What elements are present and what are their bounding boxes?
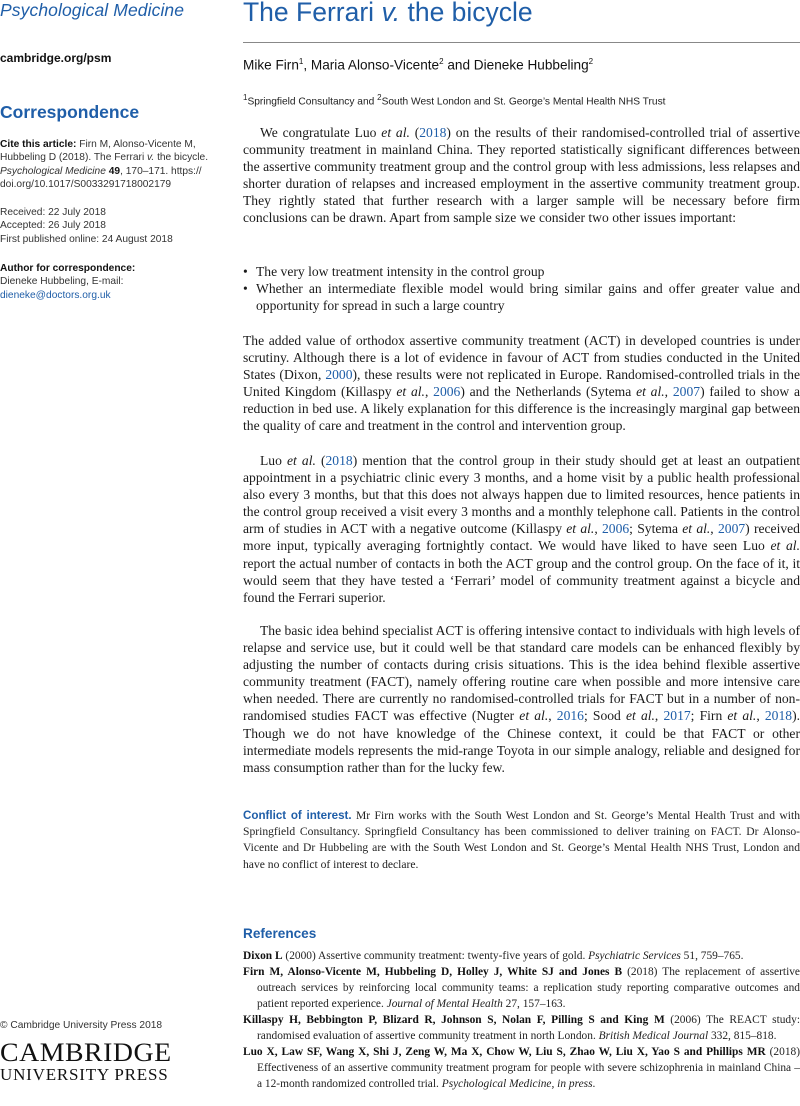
p4-text: ,: [548, 708, 557, 724]
ref-pages: , 815–818.: [728, 1029, 777, 1042]
p4-etal: et al.: [625, 708, 655, 724]
first-published-date: First published online: 24 August 2018: [0, 233, 173, 245]
p4-etal: et al.: [519, 708, 549, 724]
citation-link[interactable]: 2000: [325, 367, 353, 383]
citation-link[interactable]: 2007: [672, 384, 701, 400]
p1-text: We congratulate Luo: [260, 125, 382, 140]
p3-text: report the actual number of contacts in both the ACT group and the control group. On the face of it, it would seem that they have tested a ‘Ferrari’ model of community treatment against a bicycle and found the Ferrari superior.: [243, 555, 800, 605]
p3-text: (: [315, 453, 326, 468]
p3-etal: et al.: [682, 521, 711, 537]
title-divider: [243, 42, 800, 43]
ref-authors: Firn M, Alonso-Vicente M, Hubbeling D, Holley J, White SJ and Jones B: [243, 966, 623, 979]
citation-link[interactable]: 2018: [764, 708, 793, 724]
ref-journal: Psychological Medicine, in press: [441, 1077, 593, 1090]
p2-text: ) and the Netherlands (Sytema: [460, 384, 637, 400]
citation-link[interactable]: 2007: [717, 521, 746, 537]
cite-journal: Psychological Medicine: [0, 165, 106, 177]
author-corr-label: Author for correspondence:: [0, 263, 136, 274]
reference-list: [243, 949, 800, 1093]
bullet-text: The very low treatment intensity in the control group: [256, 264, 545, 279]
cite-label: Cite this article:: [0, 139, 77, 150]
p2-text: The added value of orthodox assertive community treatment (ACT) in developed countries is under scrutiny. Although there is a lot of evidence in favour of ACT from studies conducted in the United States (Dixon,: [243, 333, 800, 383]
cite-pages: , 170–171. https://: [120, 165, 202, 177]
affil-1: Springfield Consultancy and: [247, 96, 378, 108]
p4-text: ; Sood: [583, 708, 626, 724]
p3-text: ,: [594, 521, 602, 537]
p4-text: ,: [756, 708, 765, 724]
article-type-heading: Correspondence: [0, 102, 140, 122]
author-2-affil: 2: [439, 57, 444, 66]
p2-etal: et al.: [396, 384, 425, 400]
ref-volume: 27: [502, 997, 518, 1010]
ref-text: (2006) The REACT study: randomised evaluation of assertive community treatment in north London.: [257, 1014, 800, 1042]
p3-text: ,: [710, 521, 718, 537]
author-corr-name: Dieneke Hubbeling, E-mail:: [0, 276, 124, 288]
article-title: [243, 0, 533, 28]
conflict-of-interest: [243, 808, 800, 873]
affil-2: South West London and St. George’s Mental Health NHS Trust: [381, 96, 666, 108]
ref-text: (2018) The replacement of assertive outreach services by reinforcing local community teams: a replication study reporting comparative outcomes and patient reported experience.: [257, 966, 800, 1010]
references-heading: References: [243, 926, 317, 941]
ref-volume: 51: [680, 950, 696, 962]
p3-etal: et al.: [770, 538, 800, 554]
ref-journal: Psychiatric Services: [588, 950, 681, 962]
cambridge-university-press-logo: [0, 1038, 170, 1084]
list-item: [243, 263, 800, 280]
ref-volume: 332: [708, 1029, 729, 1042]
reference-item: [243, 949, 800, 965]
author-1-affil: 1: [298, 57, 304, 66]
journal-name: Psychological Medicine: [0, 0, 185, 20]
ref-journal: British Medical Journal: [598, 1029, 709, 1042]
citation-block: [0, 138, 225, 192]
logo-line-1: CAMBRIDGE: [0, 1037, 172, 1067]
paragraph-2: [243, 332, 800, 435]
affil-1-marker: 1: [243, 93, 248, 102]
p2-text: ,: [424, 384, 434, 400]
ref-authors: Luo X, Law SF, Wang X, Shi J, Zeng W, Ma X, Chow W, Liu S, Zhao W, Liu X, Yao S and Phillips MR: [243, 1046, 766, 1059]
p3-text: ) mention that the control group in their study should get at least an outpatient appointment in a psychiatric clinic every 3 months, and a home visit by a public health professional also every 3 months, but that this does not always happen due to limited resources, hence patients in the control group received a visit every 3 months and a monthly telephone call. Patients in the control arm of studies in ACT with a negative outcome (Killaspy: [243, 453, 800, 537]
sidebar: [0, 0, 232, 1106]
cite-volume: 49: [108, 165, 121, 177]
cite-v: v.: [147, 152, 155, 164]
p3-text: ; Sytema: [629, 521, 683, 537]
article-dates: [0, 206, 173, 246]
citation-link[interactable]: 2017: [663, 708, 691, 724]
p1-etal: et al.: [381, 125, 410, 140]
p2-text: ,: [664, 384, 673, 400]
p3-etal: et al.: [566, 521, 595, 537]
title-part-2: the bicycle: [407, 0, 533, 27]
author-correspondence: [0, 262, 226, 302]
citation-link[interactable]: 2006: [601, 521, 630, 537]
bullet-text: Whether an intermediate flexible model would bring similar gains and offer greater value and opportunity for spread in such a large country: [256, 281, 800, 314]
cite-authors: Firn M, Alonso-Vicente M, Hubbeling D (2018). The Ferrari: [0, 139, 196, 164]
paragraph-4: [243, 622, 800, 776]
paragraph-1: [243, 124, 800, 227]
author-3: and Dieneke Hubbeling: [443, 57, 589, 73]
ref-pages: , 759–765.: [695, 950, 744, 962]
accepted-date: Accepted: 26 July 2018: [0, 220, 106, 232]
p3-etal: et al.: [287, 453, 316, 468]
p3-text: Luo: [260, 453, 287, 468]
bullet-icon: •: [243, 281, 248, 297]
ref-authors: Dixon L: [243, 950, 283, 962]
received-date: Received: 22 July 2018: [0, 207, 106, 218]
p2-etal: et al.: [636, 384, 665, 400]
p1-text: ) on the results of their randomised-controlled trial of assertive community treatment in mainland China. They reported statistically significant differences between the assertive community treatment group and the control group with less admissions, less relapses and shorter duration of relapses and increased employment in the assertive community treatment group. They rightly stated that further research with a larger sample will be necessary before firm conclusions can be drawn. Apart from sample size we consider two other issues important:: [243, 125, 800, 226]
title-v: v.: [381, 0, 401, 27]
ref-text: (2018) Effectiveness of an assertive community treatment program for people with severe schizophrenia in mainland China – a 12-month randomized controlled trial.: [257, 1046, 800, 1090]
coi-label: Conflict of interest.: [243, 809, 352, 822]
reference-item: [243, 1045, 800, 1092]
citation-link[interactable]: 2006: [433, 384, 461, 400]
copyright: © Cambridge University Press 2018: [0, 1020, 163, 1031]
ref-journal: Journal of Mental Health: [386, 997, 503, 1010]
ref-text: (2000) Assertive community treatment: twenty-five years of gold.: [282, 950, 589, 962]
affil-2-marker: 2: [377, 93, 382, 102]
p4-text: ). Though we do not have knowledge of the Chinese context, it could be that FACT or other intermediate models represents the mid-range Toyota in our simple analogy, reliable and designed for mass consumption rather than for the lucky few.: [243, 708, 800, 775]
coi-text: Mr Firn works with the South West London and St. George’s Mental Health Trust and with Springfield Consultancy. Springfield Consultancy has been commissioned to deliver training on FACT. Dr Alonso-Vicente and Dr Hubbeling are with the South West London and St. George’s Mental Health NHS Trust, London and have no conflict of interest to declare.: [243, 809, 800, 871]
cite-doi-link[interactable]: doi.org/10.1017/S0033291718002179: [0, 179, 172, 191]
ref-pages: .: [592, 1077, 596, 1090]
citation-link[interactable]: 2018: [325, 453, 353, 468]
bullet-icon: •: [243, 264, 248, 279]
author-1: Mike Firn: [243, 57, 299, 73]
ref-authors: Killaspy H, Bebbington P, Blizard R, Johnson S, Nolan F, Pilling S and King M: [243, 1014, 665, 1027]
paragraph-3: [243, 452, 800, 606]
ref-pages: , 157–163.: [517, 997, 566, 1010]
p2-text: ) failed to show a reduction in bed use. A likely explanation for this difference is the increasingly marginal gap between the quality of care and treatment in the control and intervention group.: [243, 384, 800, 434]
author-list: [243, 57, 593, 73]
bullet-list: [243, 263, 800, 314]
title-part-1: The Ferrari: [243, 0, 375, 27]
p4-text: ; Firn: [690, 708, 728, 724]
journal-site-link[interactable]: cambridge.org/psm: [0, 51, 112, 65]
author-2: , Maria Alonso-Vicente: [303, 57, 440, 73]
affiliations: [243, 93, 666, 107]
p3-text: ) received more input, typically averaging fortnightly contact. We would have liked to have seen Luo: [243, 521, 800, 554]
author-email-link[interactable]: dieneke@doctors.org.uk: [0, 289, 111, 301]
reference-item: [243, 1013, 800, 1045]
reference-item: [243, 965, 800, 1012]
p4-etal: et al.: [727, 708, 757, 724]
list-item: [243, 280, 800, 314]
logo-line-2: UNIVERSITY PRESS: [0, 1065, 169, 1084]
author-3-affil: 2: [588, 57, 594, 66]
p4-text: ,: [654, 708, 664, 724]
p1-text: (: [409, 125, 420, 140]
citation-link[interactable]: 2016: [556, 708, 584, 724]
cite-title-end: the bicycle.: [157, 152, 209, 164]
citation-link[interactable]: 2018: [419, 125, 447, 140]
p2-text: ), these results were not replicated in Europe. Randomised-controlled trials in the United Kingdom (Killaspy: [243, 367, 800, 400]
p4-text: The basic idea behind specialist ACT is offering intensive contact to individuals with high levels of relapse and service use, but it could well be that standard care models can be enhanced flexibly by adjusting the number of contacts during crisis situations. This is the idea behind flexible assertive community treatment (FACT), namely offering routine care when possible and more intensive care when needed. There are currently no randomised-controlled trials for FACT but in a number of non-randomised studies FACT was effective (Nugter: [243, 623, 800, 724]
